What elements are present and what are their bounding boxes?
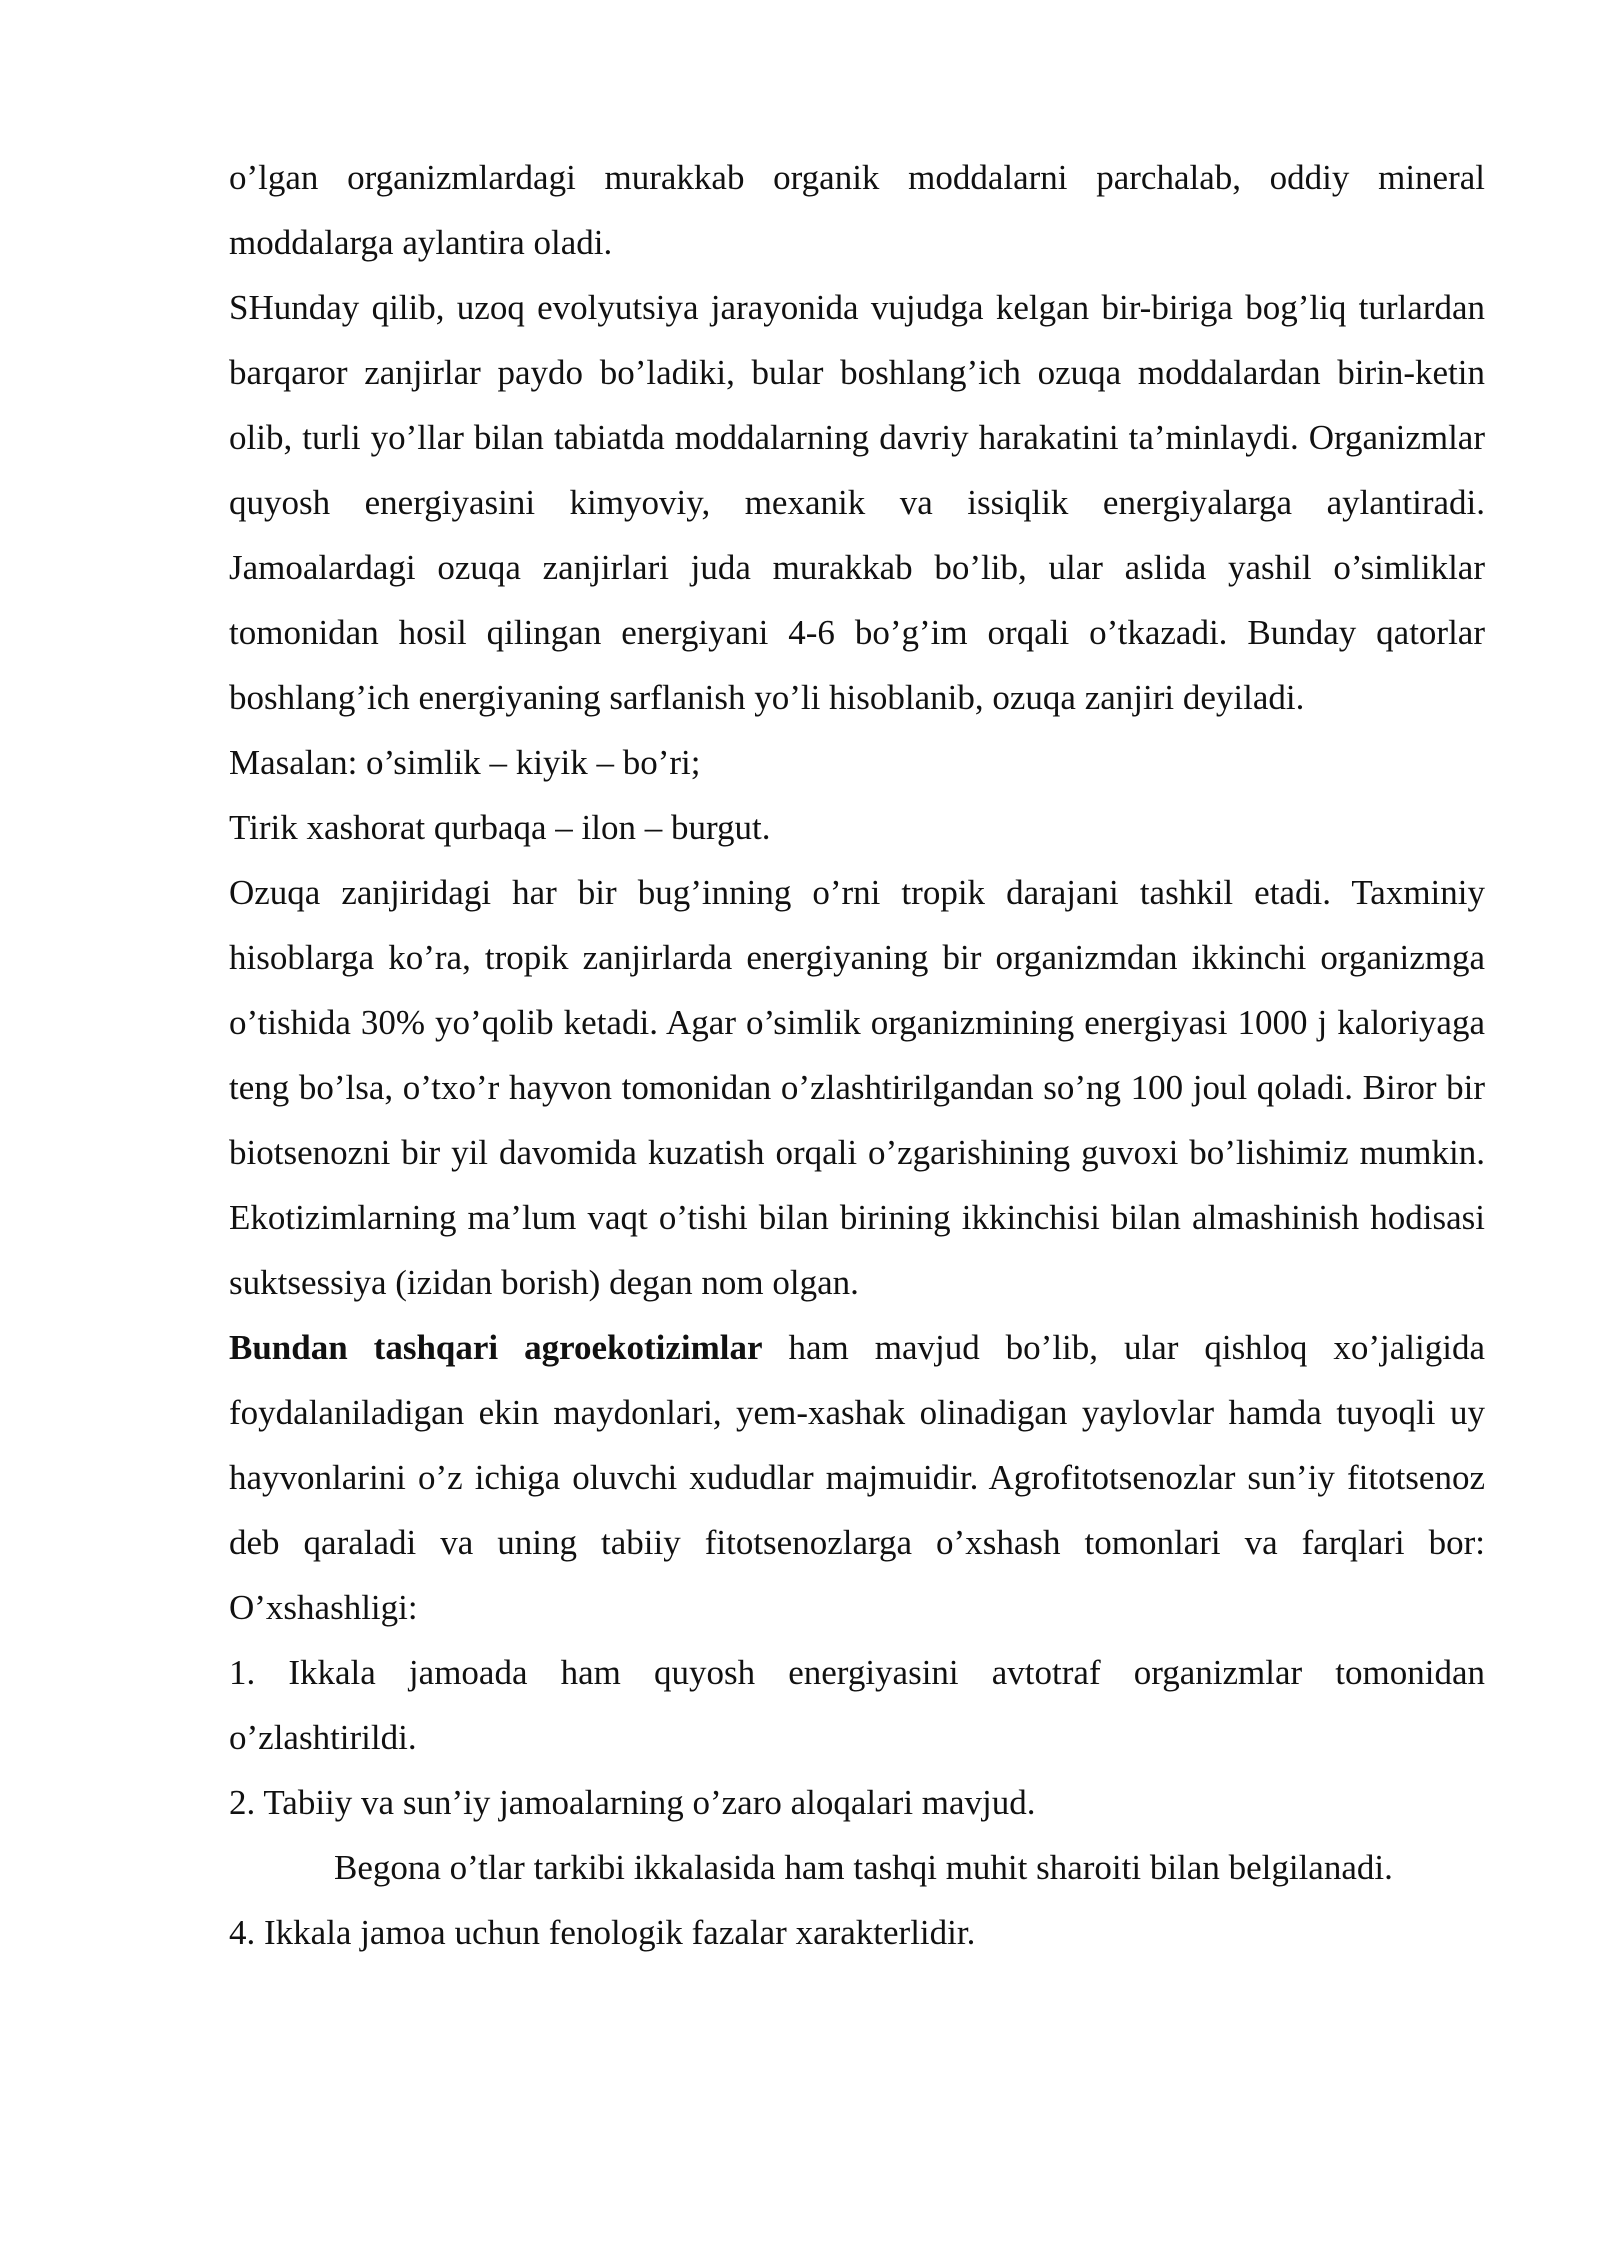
list-item-3: Begona o’tlar tarkibi ikkalasida ham tashqi muhit sharoiti bilan belgilanadi.: [334, 1848, 1393, 1887]
list-item-1: 1. Ikkala jamoada ham quyosh energiyasini avtotraf organizmlar tomonidan o’zlashtirildi.: [229, 1653, 1485, 1757]
example-line-2: Tirik xashorat qurbaqa – ilon – burgut.: [229, 808, 771, 847]
example-line-1: Masalan: o’simlik – kiyik – bo’ri;: [229, 743, 701, 782]
paragraph-continuation: o’lgan organizmlardagi murakkab organik moddalarni parchalab, oddiy mineral moddalarga aylantira oladi.: [229, 158, 1485, 262]
document-page: [229, 145, 1485, 1965]
list-item-4: 4. Ikkala jamoa uchun fenologik fazalar xarakterlidir.: [229, 1913, 976, 1952]
agroecosystems-text: ham mavjud bo’lib, ular qishloq xo’jaligida foydalaniladigan ekin maydonlari, yem-xashak olinadigan yaylovlar hamda tuyoqli uy hayvonlarini o’z ichiga oluvchi xududlar majmuidir. Agrofitotsenozlar sun’iy fitotsenoz deb qaraladi va uning tabiiy fitotsenozlarga o’xshash tomonlari va farqlari bor: O’xshashligi:: [229, 1328, 1485, 1627]
paragraph-agroecosystems: [229, 1315, 1485, 1640]
paragraph-trophic-levels: Ozuqa zanjiridagi har bir bug’inning o’rni tropik darajani tashkil etadi. Taxminiy hisoblarga ko’ra, tropik zanjirlarda energiyaning bir organizmdan ikkinchi organizmga o’tishida 30% yo’qolib ketadi. Agar o’simlik organizmining energiyasi 1000 j kaloriyaga teng bo’lsa, o’txo’r hayvon tomonidan o’zlashtirilgandan so’ng 100 joul qoladi. Biror bir biotsenozni bir yil davomida kuzatish orqali o’zgarishining guvoxi bo’lishimiz mumkin. Ekotizimlarning ma’lum vaqt o’tishi bilan birining ikkinchisi bilan almashinish hodisasi suktsessiya (izidan borish) degan nom olgan.: [229, 873, 1485, 1302]
agroecosystems-bold-lead: Bundan tashqari agroekotizimlar: [229, 1328, 763, 1367]
list-item-2: 2. Tabiiy va sun’iy jamoalarning o’zaro aloqalari mavjud.: [229, 1783, 1036, 1822]
paragraph-food-chains: SHunday qilib, uzoq evolyutsiya jarayonida vujudga kelgan bir-biriga bog’liq turlardan barqaror zanjirlar paydo bo’ladiki, bular boshlang’ich ozuqa moddalardan birin-ketin olib, turli yo’llar bilan tabiatda moddalarning davriy harakatini ta’minlaydi. Organizmlar quyosh energiyasini kimyoviy, mexanik va issiqlik energiyalarga aylantiradi. Jamoalardagi ozuqa zanjirlari juda murakkab bo’lib, ular aslida yashil o’simliklar tomonidan hosil qilingan energiyani 4-6 bo’g’im orqali o’tkazadi. Bunday qatorlar boshlang’ich energiyaning sarflanish yo’li hisoblanib, ozuqa zanjiri deyiladi.: [229, 288, 1485, 717]
